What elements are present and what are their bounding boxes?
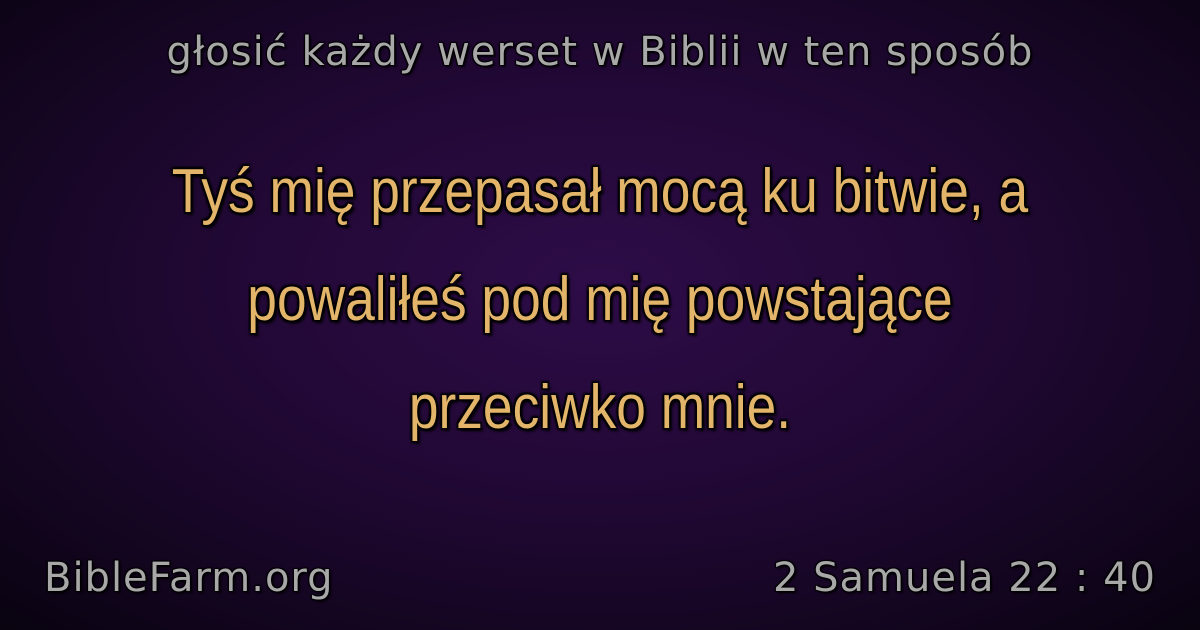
tagline-header: głosić każdy werset w Biblii w ten sposób — [166, 29, 1034, 75]
site-name: BibleFarm.org — [44, 555, 334, 601]
verse-reference: 2 Samuela 22 : 40 — [772, 555, 1156, 601]
verse-text: Tyś mię przepasał mocą ku bitwie, a powaliłeś pod mię powstające przeciwko mnie. — [171, 157, 1029, 442]
